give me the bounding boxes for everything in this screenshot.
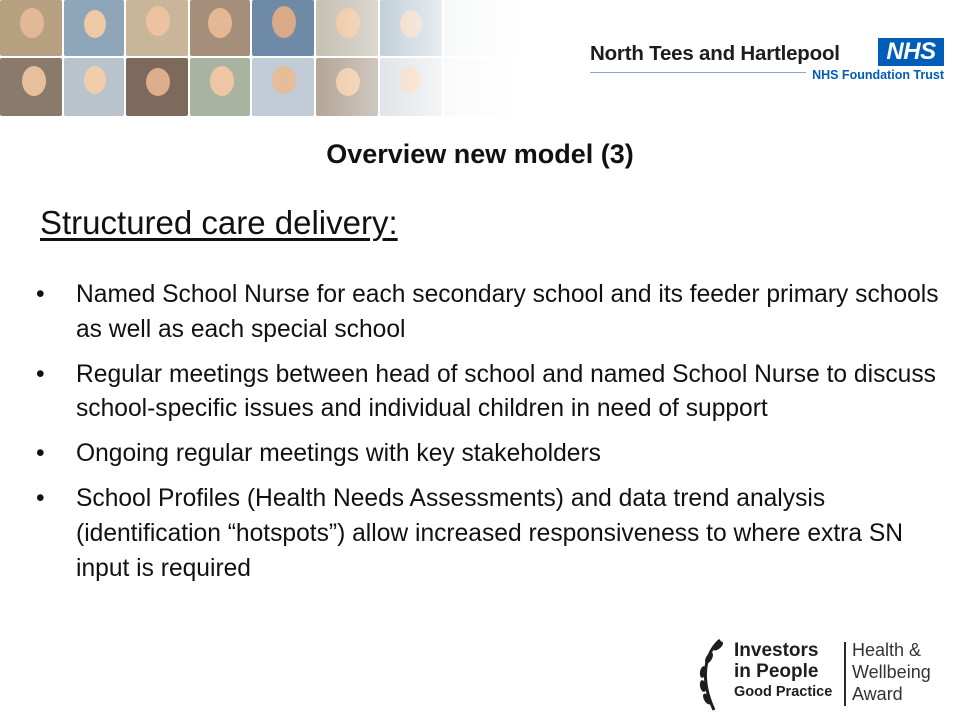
- award-line-3: Award: [852, 684, 903, 704]
- badge-line-2: in People: [734, 661, 819, 682]
- nhs-logo: NHS: [878, 38, 944, 66]
- trust-name: North Tees and Hartlepool: [590, 42, 840, 65]
- bullet-item: [36, 358, 940, 428]
- badge-divider: [844, 642, 846, 706]
- bullet-icon: •: [36, 440, 45, 468]
- bullet-text: School Profiles (Health Needs Assessments) and data trend analysis (identification “hotspots”) allow increased responsiveness to where extra SN input is required: [76, 484, 904, 582]
- bullet-list: [36, 278, 940, 596]
- bullet-text: Named School Nurse for each secondary school and its feeder primary schools as well as each special school: [76, 281, 939, 343]
- header-photo-collage: [0, 0, 520, 116]
- investors-in-people-badge: [690, 636, 952, 716]
- bullet-icon: •: [36, 484, 45, 512]
- bullet-item: [36, 482, 940, 586]
- badge-line-1: Investors: [734, 640, 819, 661]
- bullet-item: [36, 437, 940, 472]
- trust-subtitle: NHS Foundation Trust: [806, 68, 944, 82]
- trust-logo: [590, 36, 944, 86]
- laurel-icon: [690, 636, 734, 716]
- bullet-text: Regular meetings between head of school and named School Nurse to discuss school-specific issues and individual children in need of support: [76, 360, 936, 423]
- bullet-icon: •: [36, 360, 45, 388]
- bullet-icon: •: [36, 281, 45, 308]
- award-line-2: Wellbeing: [852, 662, 931, 682]
- slide-subtitle: Structured care delivery:: [40, 204, 398, 241]
- badge-line-3: Good Practice: [734, 684, 833, 700]
- award-line-1: Health &: [852, 640, 922, 660]
- bullet-item: [36, 278, 940, 348]
- bullet-text: Ongoing regular meetings with key stakeholders: [76, 440, 601, 468]
- slide-title: Overview new model (3): [326, 139, 634, 169]
